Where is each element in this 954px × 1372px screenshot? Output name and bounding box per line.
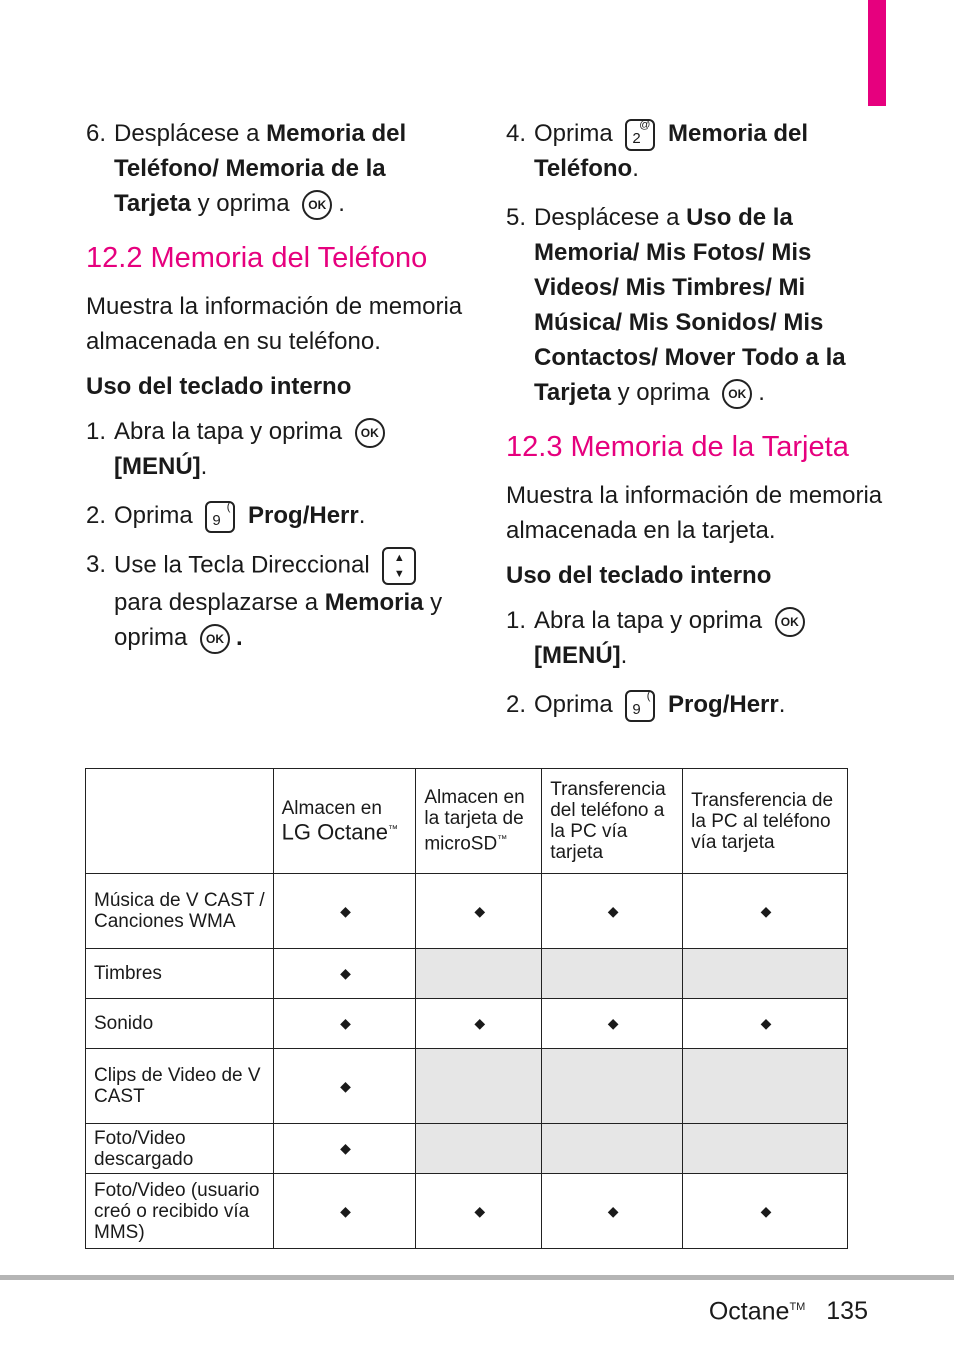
step-bold-text: [MENÚ] xyxy=(114,453,201,480)
table-header-row xyxy=(86,769,848,874)
supported-diamond-icon: ◆ xyxy=(273,874,416,949)
table-row xyxy=(86,1124,848,1174)
table-row xyxy=(86,999,848,1049)
trademark-mark: TM xyxy=(789,1301,806,1313)
footer-rule xyxy=(0,1275,954,1280)
supported-diamond-icon: ◆ xyxy=(273,1049,416,1124)
section-heading-12-2: 12.2 Memoria del Teléfono xyxy=(86,242,428,274)
step-text: y oprima xyxy=(190,190,290,217)
supported-diamond-icon: ◆ xyxy=(683,1174,848,1249)
step-1 xyxy=(86,414,466,484)
supported-diamond-icon: ◆ xyxy=(542,1174,683,1249)
row-label: Sonido xyxy=(86,999,274,1049)
step-2 xyxy=(86,498,466,533)
unsupported-cell xyxy=(542,1049,683,1124)
unsupported-cell xyxy=(416,1049,542,1124)
step-bold-text: Prog/Herr xyxy=(668,691,779,718)
step-2 xyxy=(506,687,886,722)
step-text: Oprima xyxy=(114,502,193,529)
ok-key-icon xyxy=(355,418,385,448)
ok-key-icon xyxy=(302,190,332,220)
section-heading-12-3: 12.3 Memoria de la Tarjeta xyxy=(506,431,849,463)
table-row xyxy=(86,874,848,949)
step-text: para desplazarse a xyxy=(114,589,325,616)
step-bold-text: Uso de la Memoria/ Mis Fotos/ Mis Videos/ Mis Timbres/ Mi Música/ Mis Sonidos/ Mis Contactos/ Mover Todo a la Tarjeta xyxy=(534,204,846,406)
supported-diamond-icon: ◆ xyxy=(416,1174,542,1249)
step-text: y oprima xyxy=(610,379,710,406)
ok-key-icon xyxy=(775,607,805,637)
key-symbol: ( xyxy=(646,689,651,702)
page-footer xyxy=(709,1290,868,1328)
step-number: 4. xyxy=(506,120,527,147)
step-bold-text: [MENÚ] xyxy=(534,642,621,669)
header-cell: Transferencia de la PC al teléfono vía tarjeta xyxy=(683,769,848,874)
row-label: Foto/Video (usuario creó o recibido vía MMS) xyxy=(86,1174,274,1249)
step-text: . xyxy=(620,642,628,669)
step-bold-text: Prog/Herr xyxy=(248,502,359,529)
two-key-icon xyxy=(625,119,655,151)
step-text: . xyxy=(758,379,765,406)
right-column xyxy=(506,116,886,736)
ok-key-label: OK xyxy=(780,614,799,629)
supported-diamond-icon: ◆ xyxy=(416,874,542,949)
supported-diamond-icon: ◆ xyxy=(273,999,416,1049)
page-number: 135 xyxy=(826,1297,868,1326)
key-digit: 9 xyxy=(632,700,641,718)
step-3 xyxy=(86,547,466,655)
step-number: 2. xyxy=(506,691,527,718)
step-number: 6. xyxy=(86,120,107,147)
nav-down-arrow: ▼ xyxy=(393,568,405,580)
header-cell: Transferencia del teléfono a la PC vía tarjeta xyxy=(542,769,683,874)
unsupported-cell xyxy=(416,949,542,999)
subheading: Uso del teclado interno xyxy=(506,562,772,589)
step-6 xyxy=(86,116,466,221)
step-bold-text: Memoria del Teléfono/ Memoria de la Tarjeta xyxy=(114,120,407,217)
unsupported-cell xyxy=(683,949,848,999)
section-description: Muestra la información de memoria almacenada en la tarjeta. xyxy=(506,482,883,544)
unsupported-cell xyxy=(542,949,683,999)
step-text: . xyxy=(632,155,639,182)
key-symbol: ( xyxy=(226,500,231,513)
table-row xyxy=(86,1174,848,1249)
step-bold-text: . xyxy=(236,624,243,651)
step-text: . xyxy=(200,453,208,480)
step-text: Oprima xyxy=(534,691,613,718)
step-4 xyxy=(506,116,886,186)
header-empty-cell xyxy=(86,769,274,874)
nine-key-icon xyxy=(625,690,655,722)
section-tab-marker xyxy=(868,0,886,106)
supported-diamond-icon: ◆ xyxy=(542,999,683,1049)
header-brand-text: LG Octane xyxy=(281,819,388,845)
step-text: Oprima xyxy=(534,120,613,147)
ok-key-label: OK xyxy=(308,197,327,212)
supported-diamond-icon: ◆ xyxy=(683,874,848,949)
ok-key-label: OK xyxy=(206,631,225,646)
nine-key-icon xyxy=(205,501,235,533)
key-digit: 9 xyxy=(212,511,221,529)
header-text: Almacen en la tarjeta de microSD xyxy=(424,787,525,855)
supported-diamond-icon: ◆ xyxy=(273,949,416,999)
unsupported-cell xyxy=(683,1049,848,1124)
row-label: Clips de Video de V CAST xyxy=(86,1049,274,1124)
supported-diamond-icon: ◆ xyxy=(683,999,848,1049)
key-symbol: @ xyxy=(639,118,651,131)
row-label: Foto/Video descargado xyxy=(86,1124,274,1174)
step-text: Use la Tecla Direccional xyxy=(114,551,370,579)
step-text: Desplácese a xyxy=(114,120,267,147)
header-cell xyxy=(273,769,416,874)
step-number: 1. xyxy=(506,607,527,634)
step-number: 5. xyxy=(506,204,527,231)
feature-table xyxy=(85,768,848,1249)
table-row xyxy=(86,949,848,999)
unsupported-cell xyxy=(683,1124,848,1174)
supported-diamond-icon: ◆ xyxy=(273,1124,416,1174)
table-row xyxy=(86,1049,848,1124)
subheading: Uso del teclado interno xyxy=(86,373,352,400)
supported-diamond-icon: ◆ xyxy=(416,999,542,1049)
supported-diamond-icon: ◆ xyxy=(542,874,683,949)
step-1 xyxy=(506,603,886,673)
step-bold-text: Memoria del Teléfono xyxy=(534,120,809,182)
step-text: . xyxy=(338,190,345,217)
row-label: Timbres xyxy=(86,949,274,999)
trademark-mark: ™ xyxy=(497,834,508,846)
step-number: 3. xyxy=(86,551,107,578)
unsupported-cell xyxy=(542,1124,683,1174)
header-text: Almacen en xyxy=(281,797,382,819)
nav-up-arrow: ▲ xyxy=(393,552,405,564)
row-label: Música de V CAST / Canciones WMA xyxy=(86,874,274,949)
trademark-mark: ™ xyxy=(388,823,398,835)
step-text: Abra la tapa y oprima xyxy=(534,607,763,634)
ok-key-icon xyxy=(200,624,230,654)
supported-diamond-icon: ◆ xyxy=(273,1174,416,1249)
step-number: 1. xyxy=(86,418,107,445)
step-5 xyxy=(506,200,886,410)
directional-key-icon xyxy=(382,547,416,585)
unsupported-cell xyxy=(416,1124,542,1174)
step-text: Desplácese a xyxy=(534,204,687,231)
step-bold-text: Memoria xyxy=(324,589,424,616)
left-column xyxy=(86,116,466,669)
step-number: 2. xyxy=(86,502,107,529)
step-text: Abra la tapa y oprima xyxy=(114,418,343,445)
step-text: y oprima xyxy=(114,589,443,651)
header-cell xyxy=(416,769,542,874)
step-text: . xyxy=(778,691,786,718)
step-text: . xyxy=(358,502,366,529)
ok-key-label: OK xyxy=(360,425,379,440)
ok-key-icon xyxy=(722,379,752,409)
ok-key-label: OK xyxy=(728,386,747,401)
key-digit: 2 xyxy=(632,129,641,147)
footer-brand: Octane xyxy=(708,1297,790,1326)
section-description: Muestra la información de memoria almacenada en su teléfono. xyxy=(86,293,463,355)
